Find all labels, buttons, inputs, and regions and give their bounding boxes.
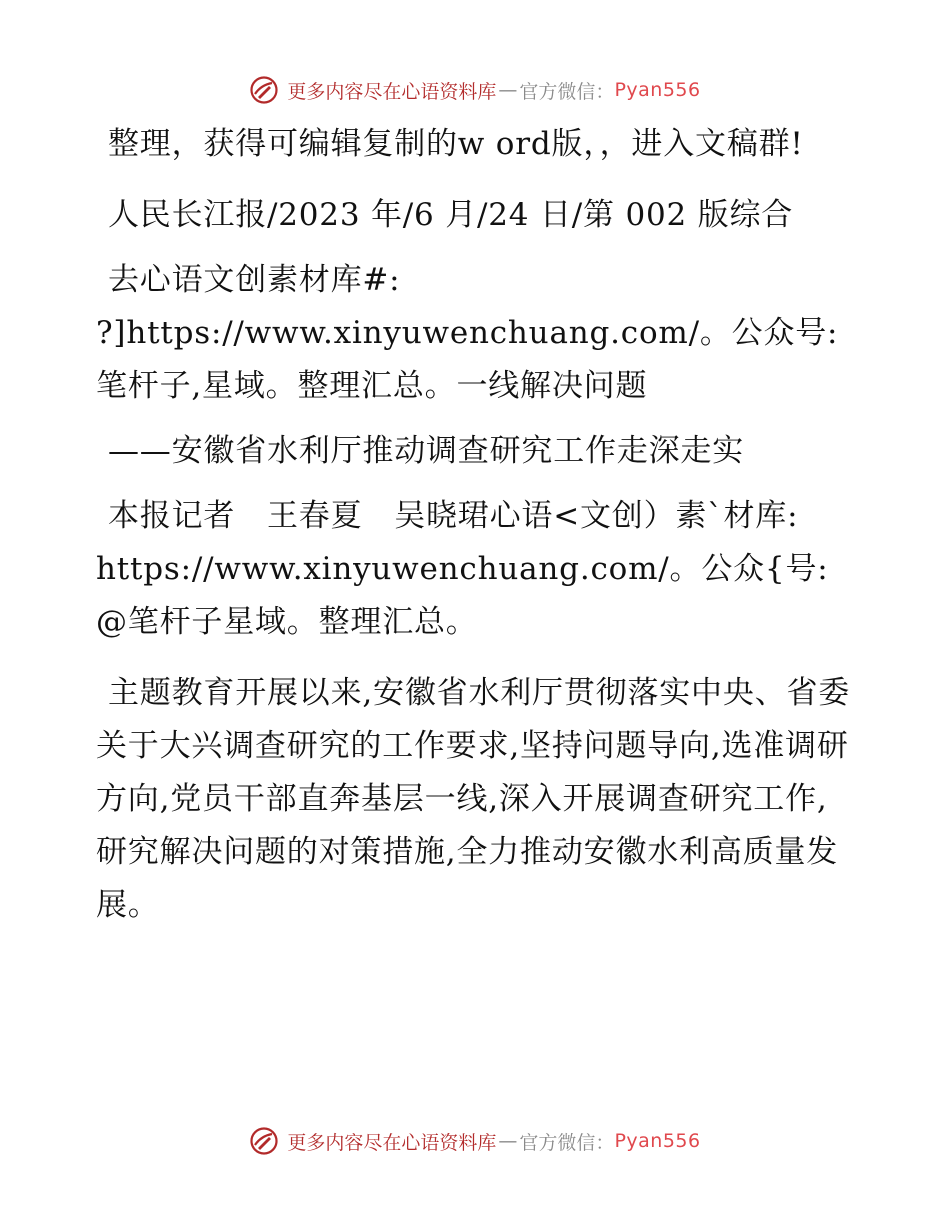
banner-wechat-handle: Pyan556 (614, 1130, 701, 1152)
banner-wechat-label: 官方微信： (519, 80, 615, 103)
document-body (96, 118, 856, 932)
source-line: 人民长江报/2023 年/6 月/24 日/第 002 版综合 (108, 197, 794, 233)
pen-logo-icon (249, 1126, 279, 1156)
body-paragraph: 主题教育开展以来,安徽省水利厅贯彻落实中央、省委关于大兴调查研究的工作要求,坚持问题导向,选准调研方向,党员干部直奔基层一线,深入开展调查研究工作,研究解决问题的对策措施,全力推动安徽水利高质量发展。 (96, 675, 851, 923)
banner-brand-text: 更多内容尽在心语资料库 (287, 80, 497, 103)
library-notice: 去心语文创素材库#: ?]https://www.xinyuwenchuang.com/。公众号: 笔杆子,星域。整理汇总。一线解决问题 (96, 262, 839, 404)
top-watermark-banner (0, 70, 950, 110)
bottom-watermark-banner (0, 1121, 950, 1161)
article-subtitle: ——安徽省水利厅推动调查研究工作走深走实 (108, 433, 744, 469)
intro-paragraph: 整理，获得可编辑复制的w ord版，，进入文稿群! (108, 126, 804, 162)
banner-brand-text: 更多内容尽在心语资料库 (287, 1131, 497, 1154)
banner-wechat-handle: Pyan556 (614, 79, 701, 101)
pen-logo-icon (249, 75, 279, 105)
reporter-line: 本报记者 王春夏 吴晓珺心语<文创）素`材库: https://www.xinyuwenchuang.com/。公众{号: @笔杆子星域。整理汇总。 (96, 498, 829, 640)
banner-separator: — (498, 1130, 518, 1152)
banner-separator: — (498, 79, 518, 101)
banner-wechat-label: 官方微信： (519, 1131, 615, 1154)
